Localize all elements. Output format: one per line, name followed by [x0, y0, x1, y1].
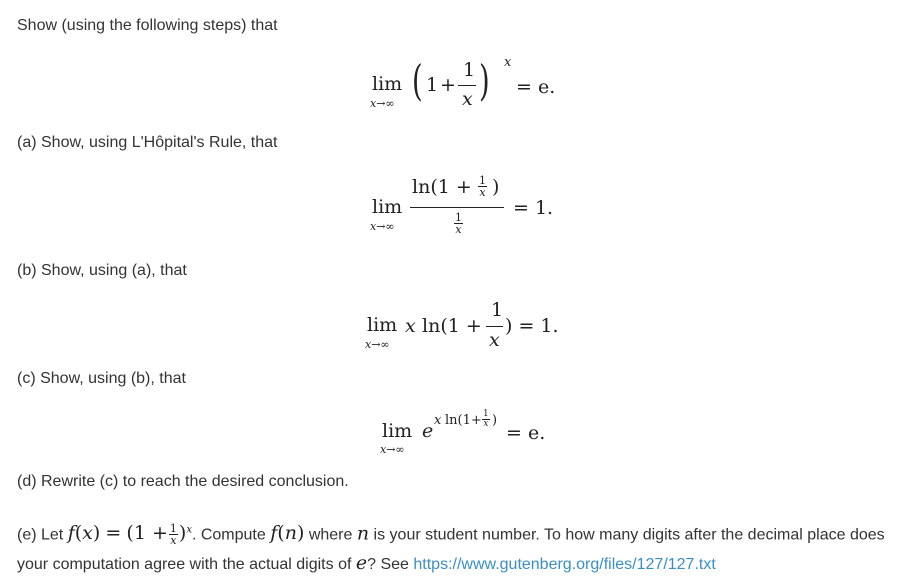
lim-subscript: x→∞	[380, 443, 405, 456]
rhs: = e.	[516, 76, 556, 98]
equation-limit-e	[360, 55, 590, 115]
inner-fraction: 1 x	[479, 174, 486, 199]
ln-text: ln(1 +	[422, 315, 482, 337]
lim-subscript: x→∞	[370, 97, 395, 110]
intro-text: Show (using the following steps) that	[17, 17, 278, 34]
f-of-x-math: f(x) = (1 + $\frac{1}{x}$ )$^x$	[67, 522, 192, 548]
x-factor: x	[405, 315, 416, 337]
plus-sign: +	[440, 74, 456, 96]
rhs: = 1.	[513, 197, 554, 219]
fraction-bar	[486, 326, 503, 327]
rhs: ) = 1.	[505, 315, 559, 337]
rhs: = e.	[506, 422, 546, 444]
denominator-fraction: 1 x	[455, 211, 462, 236]
lim-operator: lim	[372, 196, 403, 218]
part-d-text: (d) Rewrite (c) to reach the desired conclusion.	[17, 473, 349, 490]
lim-subscript: x→∞	[365, 338, 390, 351]
fraction-denominator: x	[462, 88, 473, 110]
f-of-n-math: f(n)	[270, 522, 305, 545]
lim-operator: lim	[382, 420, 413, 442]
right-paren: )	[479, 56, 490, 105]
gutenberg-link[interactable]: https://www.gutenberg.org/files/127/127.txt	[413, 556, 716, 574]
part-e-text: (e) Let f(x) = (1 + $\frac{1}{x}$ )$^x$. Compute f(n) where n is your student number. To how many digits after the decimal place does your computation agree with the actual digits of e? See https://www.gutenberg.org/files/127/127.txt	[17, 522, 885, 575]
numerator-close: )	[492, 176, 500, 198]
lim-subscript: x→∞	[370, 220, 395, 233]
fraction-bar	[458, 85, 476, 86]
fraction-denominator: x	[489, 329, 500, 351]
exponent: x	[504, 55, 512, 70]
equation-exp	[370, 405, 600, 460]
exponent-fraction: 1 x	[483, 409, 489, 429]
e-base: e	[422, 420, 434, 442]
part-a-text: (a) Show, using L'Hôpital's Rule, that	[17, 134, 278, 151]
main-fraction-bar	[410, 207, 504, 208]
part-e-prefix: (e) Let	[17, 526, 64, 544]
left-paren: (	[412, 56, 423, 105]
part-c-text: (c) Show, using (b), that	[17, 370, 186, 387]
fraction-numerator: 1	[491, 299, 504, 321]
exponent-close: )	[492, 413, 498, 428]
part-b-text: (b) Show, using (a), that	[17, 262, 187, 279]
n-variable: n	[356, 522, 370, 545]
lim-operator: lim	[367, 314, 398, 336]
numerator-ln: ln(1 +	[412, 176, 472, 198]
e-constant: e	[355, 552, 368, 575]
inline-fraction: $\frac{1}{x}$	[169, 522, 177, 548]
one: 1	[426, 74, 439, 96]
exponent-ln: ln(1+	[445, 413, 482, 428]
lim-operator: lim	[372, 73, 403, 95]
equation-x-ln	[360, 295, 590, 355]
exponent-x: x	[434, 413, 442, 428]
equation-lhopital	[360, 170, 590, 240]
fraction-numerator: 1	[463, 59, 476, 81]
